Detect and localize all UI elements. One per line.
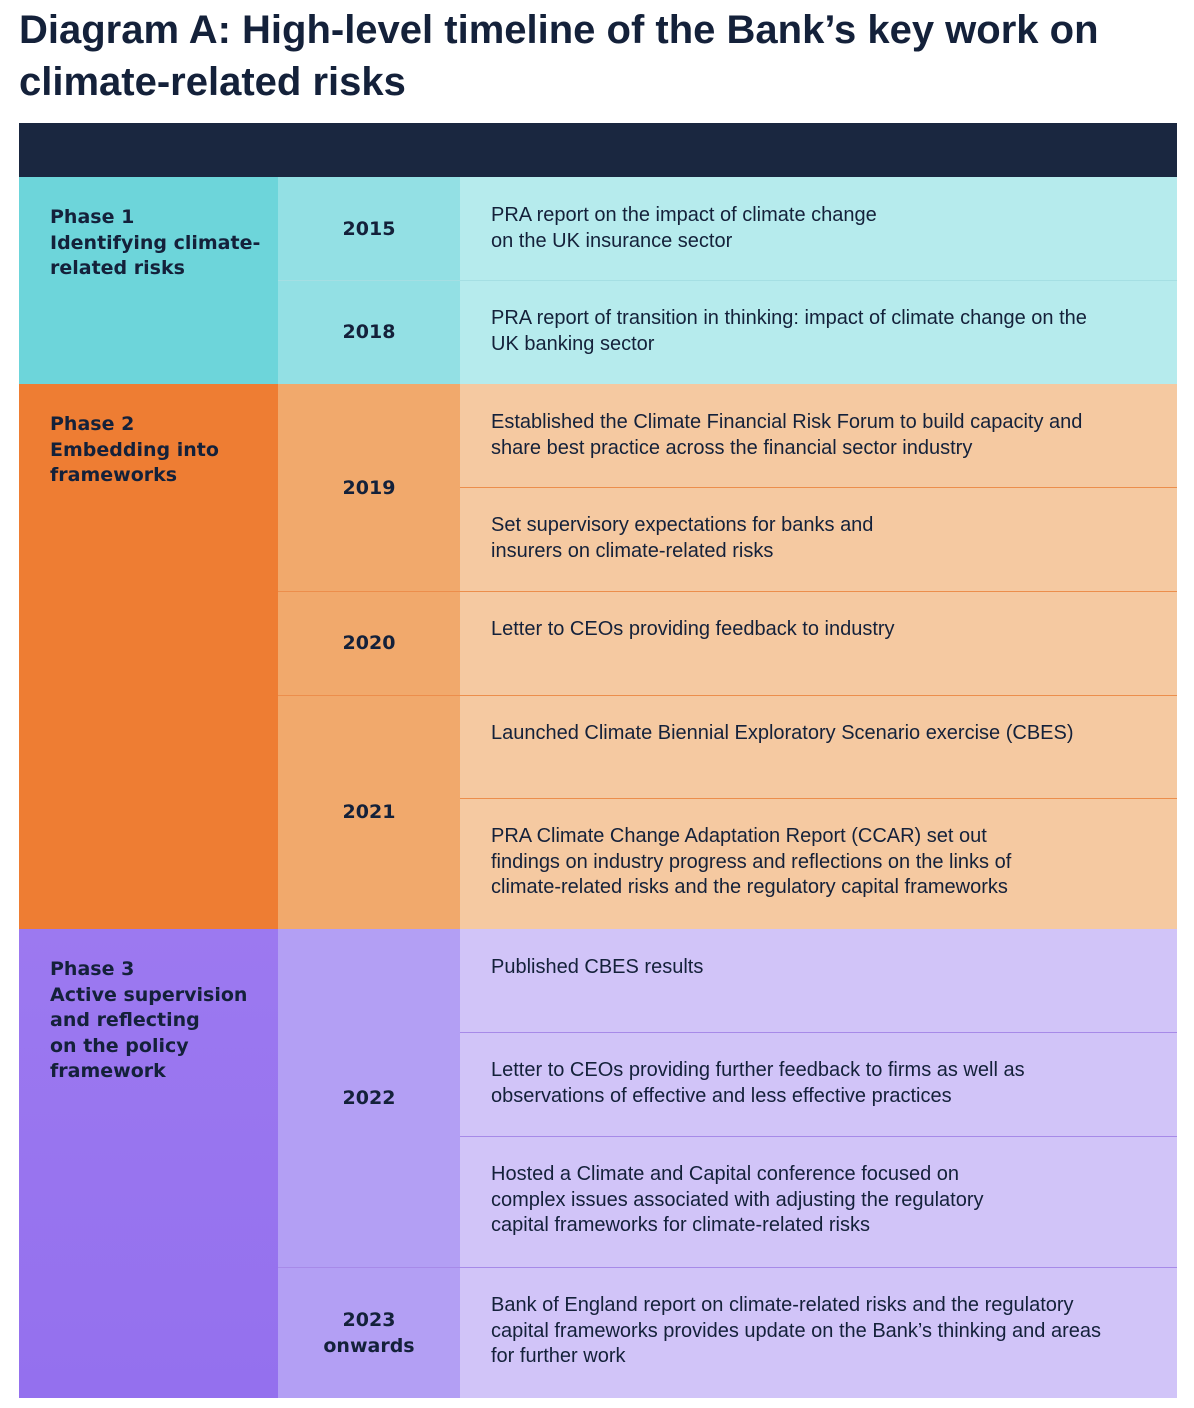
phase-2-cell <box>19 384 278 929</box>
year-cell-2023-onwards <box>278 1267 460 1398</box>
phase-3-title-line-2: and reflecting <box>50 1009 200 1031</box>
year-label: 2022 <box>342 1087 396 1109</box>
table-header-bar <box>19 123 1177 177</box>
diagram-title: Diagram A: High-level timeline of the Bank’s key work on climate-related risks <box>19 8 1099 104</box>
event-cell <box>460 929 1177 1032</box>
year-label: 2018 <box>342 321 396 343</box>
year-label-suffix: onwards <box>323 1334 415 1357</box>
event-text-line: PRA Climate Change Adaptation Report (CCAR) set out <box>491 825 987 847</box>
event-text-line: share best practice across the financial sector industry <box>491 436 973 459</box>
event-text-line: for further work <box>491 1345 626 1367</box>
event-cell <box>460 591 1177 695</box>
year-label: 2015 <box>342 217 396 240</box>
event-cell <box>460 695 1177 798</box>
row-separator <box>278 695 1177 696</box>
event-cell <box>460 280 1177 384</box>
phase-1-label: Phase 1 <box>50 206 135 228</box>
event-cell <box>460 798 1177 929</box>
event-text-line: Letter to CEOs providing further feedback to firms as well as <box>491 1059 1025 1081</box>
row-separator <box>278 1267 1177 1268</box>
event-text-line: PRA report on the impact of climate change <box>491 204 877 226</box>
event-text-line: Published CBES results <box>491 956 704 978</box>
event-text-line: Established the Climate Financial Risk Forum to build capacity and <box>491 411 1083 433</box>
event-text-line: insurers on climate-related risks <box>491 539 774 562</box>
event-text-line: climate-related risks and the regulatory capital frameworks <box>491 876 1008 898</box>
event-text-line: Hosted a Climate and Capital conference focused on <box>491 1163 960 1185</box>
event-text-line: on the UK insurance sector <box>491 229 733 252</box>
year-cell-2020 <box>278 591 460 695</box>
event-text-line: complex issues associated with adjusting the regulatory <box>491 1188 984 1211</box>
event-text-line: capital frameworks provides update on the Bank’s thinking and areas <box>491 1319 1101 1342</box>
phase-2-title-line-2: frameworks <box>50 464 178 486</box>
event-text-line: observations of effective and less effective practices <box>491 1084 952 1107</box>
row-separator <box>460 1136 1177 1137</box>
phase-3-label: Phase 3 <box>50 958 135 980</box>
event-cell <box>460 487 1177 591</box>
phase-3-title-line-4: framework <box>50 1060 166 1082</box>
year-label: 2021 <box>342 801 396 823</box>
row-separator <box>460 487 1177 488</box>
phase-1-title-line-2: related risks <box>50 257 185 279</box>
event-cell <box>460 1136 1177 1267</box>
year-cell-2022 <box>278 929 460 1267</box>
event-text-line: Bank of England report on climate-related risks and the regulatory <box>491 1294 1074 1316</box>
year-cell-2015 <box>278 177 460 280</box>
year-label: 2023 <box>342 1308 396 1331</box>
row-separator <box>278 591 1177 592</box>
phase-3-cell <box>19 929 278 1398</box>
event-text-line: findings on industry progress and reflections on the links of <box>491 850 1012 873</box>
event-text-line: capital frameworks for climate-related risks <box>491 1214 870 1236</box>
event-text-line: PRA report of transition in thinking: impact of climate change on the <box>491 307 1087 329</box>
event-cell <box>460 1267 1177 1398</box>
year-cell-2019 <box>278 384 460 591</box>
row-separator <box>460 798 1177 799</box>
phase-3-title-line-3: on the policy <box>50 1034 189 1057</box>
event-text-line: Letter to CEOs providing feedback to industry <box>491 618 895 640</box>
event-cell <box>460 384 1177 487</box>
year-label: 2020 <box>342 632 396 654</box>
year-cell-2021 <box>278 695 460 929</box>
phase-2-title-line-1: Embedding into <box>50 438 219 461</box>
row-separator <box>278 280 1177 281</box>
event-text-line: Launched Climate Biennial Exploratory Scenario exercise (CBES) <box>491 722 1074 744</box>
year-cell-2018 <box>278 280 460 384</box>
event-cell <box>460 177 1177 280</box>
phase-1-cell <box>19 177 278 384</box>
year-label: 2019 <box>342 476 396 499</box>
event-cell <box>460 1032 1177 1136</box>
event-text-line: Set supervisory expectations for banks and <box>491 514 874 536</box>
phase-3-title-line-1: Active supervision <box>50 983 248 1006</box>
event-text-line: UK banking sector <box>491 332 655 355</box>
row-separator <box>460 1032 1177 1033</box>
phase-2-label: Phase 2 <box>50 413 135 435</box>
phase-1-title-line-1: Identifying climate- <box>50 231 261 254</box>
